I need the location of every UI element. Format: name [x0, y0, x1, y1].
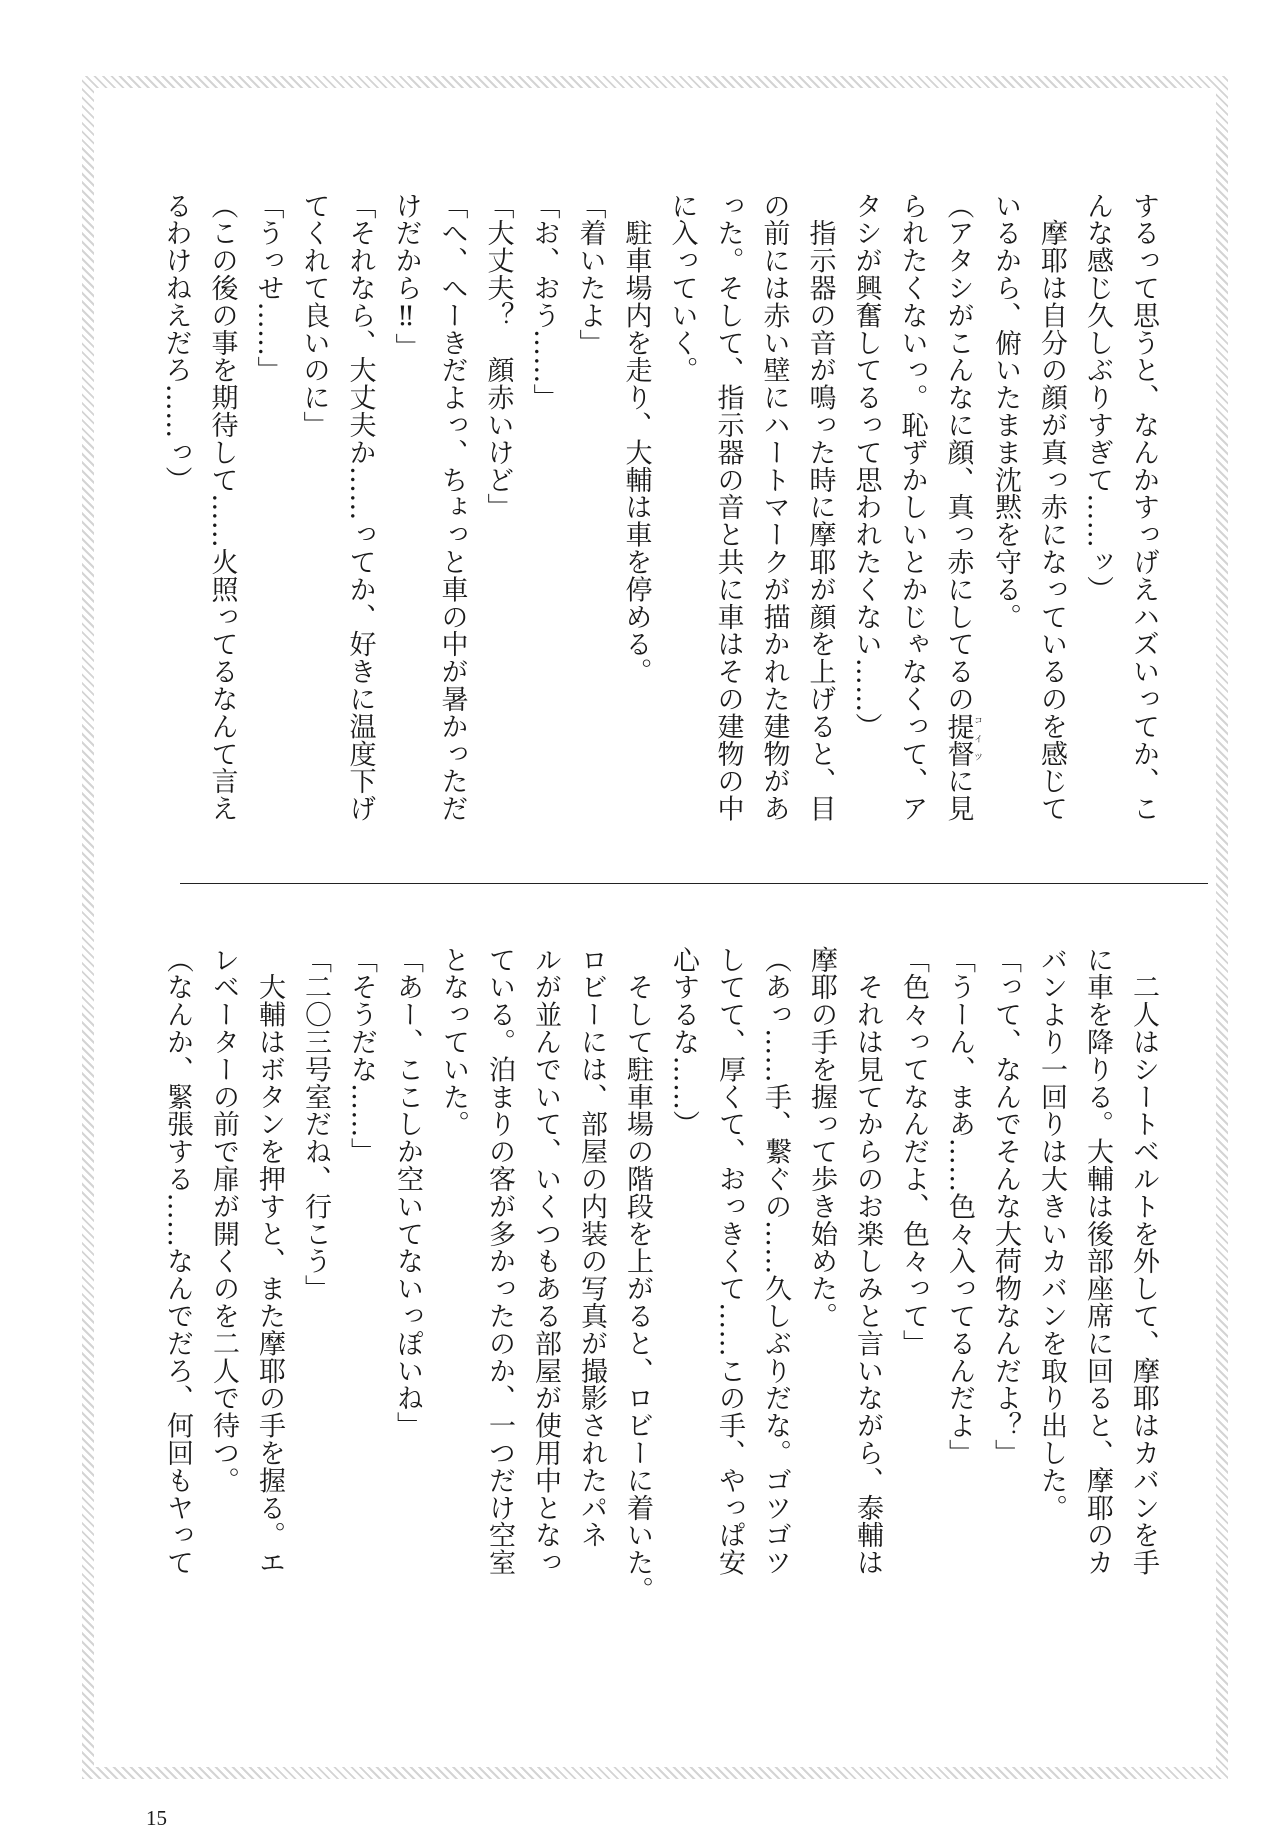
text-line: 「うーん、まあ……色々入ってるんだよ」: [944, 946, 975, 1467]
text-line: ルが並んでいて、いくつもある部屋が使用中となっ: [530, 946, 561, 1577]
text-line: タシが興奮してるって思われたくない……）: [850, 192, 882, 740]
text-line: てくれて良いのに」: [298, 192, 330, 439]
text-line: に車を降りる。大輔は後部座席に回ると、摩耶のカ: [1082, 946, 1113, 1577]
text-line: 「色々ってなんだよ、色々って」: [898, 946, 929, 1357]
text-line: 大輔はボタンを押すと、また摩耶の手を握る。エ: [254, 946, 285, 1577]
text-line: 「それなら、大丈夫か……ってか、好きに温度下げ: [344, 192, 376, 823]
ruby-reading: コイツ: [972, 712, 982, 768]
text-line: 駐車場内を走り、大輔は車を停める。: [620, 192, 652, 686]
text-line: 「うっせ……」: [252, 192, 284, 384]
text-line: 「へ、へーきだよっ、ちょっと車の中が暑かっただ: [436, 192, 468, 823]
text-line: られたくないっ。恥ずかしいとかじゃなくって、ア: [896, 192, 928, 823]
text-line: ている。泊まりの客が多かったのか、一つだけ空室: [484, 946, 515, 1577]
text-line: けだから‼」: [390, 192, 422, 361]
section-divider: [180, 883, 1208, 884]
text-line: 「着いたよ」: [574, 192, 606, 357]
text-line: に入っていく。: [666, 192, 698, 384]
ruby-base: 提督: [942, 712, 974, 768]
text-line: の前には赤い壁にハートマークが描かれた建物があ: [758, 192, 790, 823]
top-text-section: [154, 192, 1166, 862]
text-line: 「って、なんでそんな大荷物なんだよ？」: [990, 946, 1021, 1467]
text-line: レベーターの前で扉が開くのを二人で待つ。: [208, 946, 239, 1494]
text-line: 「二〇三号室だね、行こう」: [300, 946, 331, 1303]
text-line: 指示器の音が鳴った時に摩耶が顔を上げると、目: [804, 192, 836, 823]
text-line: 「そうだな……」: [346, 946, 377, 1166]
text-line: った。そして、指示器の音と共に車はその建物の中: [712, 192, 744, 823]
text-line: してて、厚くて、おっきくて……この手、やっぱ安: [714, 946, 745, 1577]
text-line: それは見てからのお楽しみと言いながら、泰輔は: [852, 946, 883, 1577]
text-segment: に見: [942, 767, 974, 823]
text-line: （あっ……手、繋ぐの……久しぶりだな。ゴツゴツ: [760, 946, 791, 1577]
text-line: 摩耶の手を握って歩き始めた。: [806, 946, 837, 1330]
text-line: [935, 192, 983, 862]
text-line: いるから、俯いたまま沈黙を守る。: [990, 192, 1021, 631]
bottom-text-section: [154, 946, 1166, 1626]
text-line: 「あー、ここしか空いてないっぽいね」: [392, 946, 423, 1440]
text-line: るわけねえだろ……っ）: [160, 192, 192, 494]
text-line: （この後の事を期待して……火照ってるなんて言え: [206, 192, 238, 823]
text-line: するって思うと、なんかすっげえハズいってか、こ: [1128, 192, 1159, 823]
text-line: 「お、おう……」: [528, 192, 560, 412]
text-line: そして駐車場の階段を上がると、ロビーに着いた。: [622, 946, 653, 1604]
text-line: 二人はシートベルトを外して、摩耶はカバンを手: [1128, 946, 1159, 1577]
ruby-annotation: [942, 712, 982, 768]
text-line: 心するな……）: [668, 946, 699, 1138]
text-segment: （アタシがこんなに顔、真っ赤にしてるの: [942, 192, 974, 713]
text-line: となっていた。: [438, 946, 469, 1138]
text-line: ロビーには、部屋の内装の写真が撮影されたパネ: [576, 946, 607, 1549]
text-line: んな感じ久しぶりすぎて……ッ）: [1082, 192, 1113, 603]
text-line: バンより一回りは大きいカバンを取り出した。: [1036, 946, 1067, 1522]
text-line: 「大丈夫？ 顔赤いけど」: [482, 192, 514, 521]
text-line: 摩耶は自分の顔が真っ赤になっているのを感じて: [1036, 192, 1067, 823]
page-number: 15: [146, 1806, 167, 1830]
text-line: （なんか、緊張する……なんでだろ、何回もヤって: [162, 946, 193, 1577]
